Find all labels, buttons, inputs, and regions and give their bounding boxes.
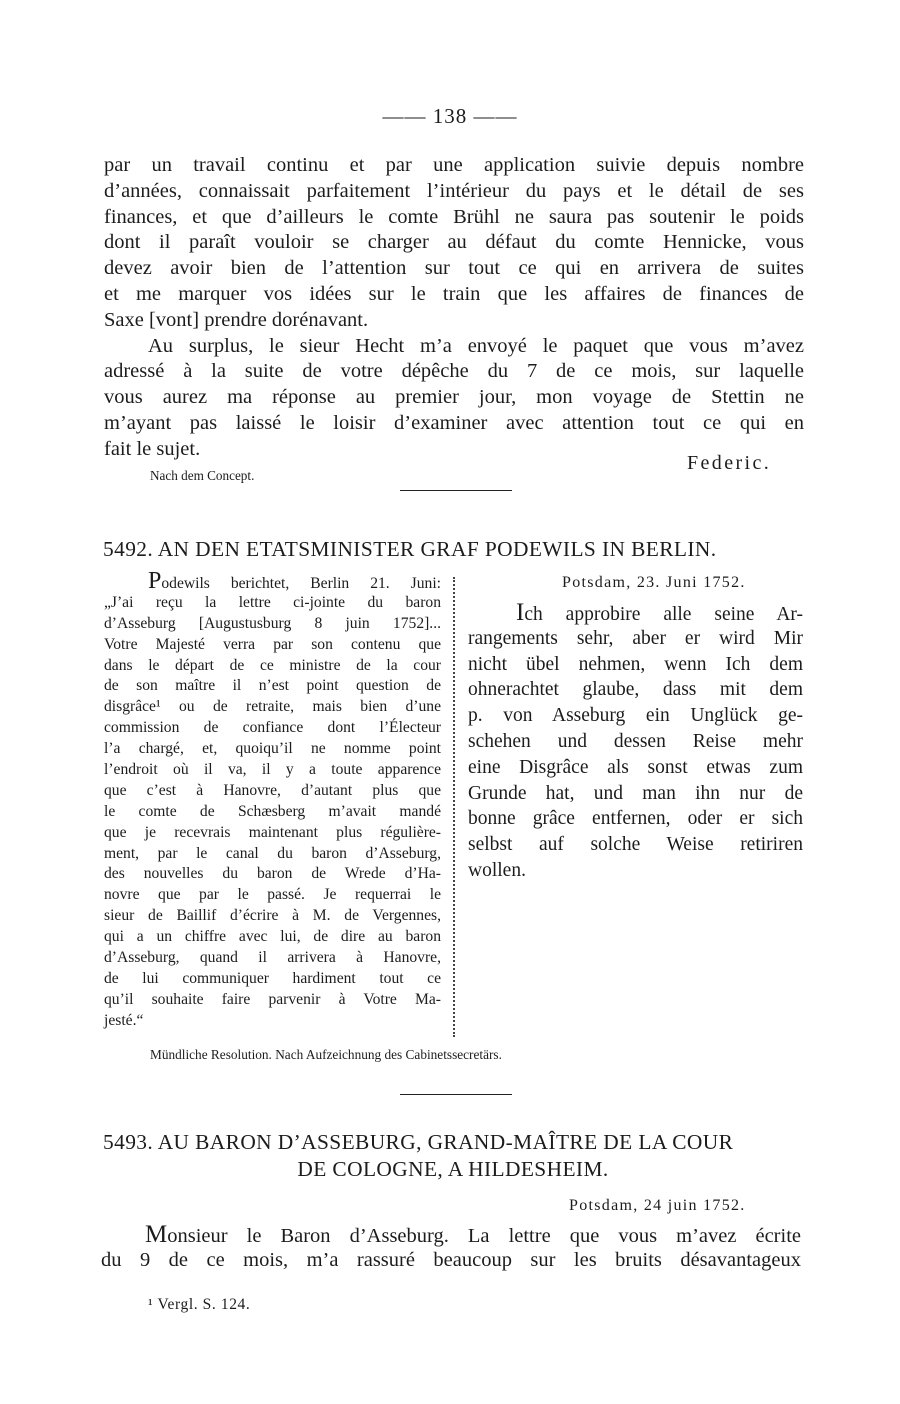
letter-heading-5493 (103, 1130, 803, 1182)
footnote: ¹ Vergl. S. 124. (148, 1296, 251, 1313)
text-line: schehen und dessen Reise mehr (468, 730, 803, 752)
text-line: Saxe [vont] prendre dorénavant. (104, 308, 369, 331)
text-line: vous aurez ma réponse au premier jour, mon voyage de Stettin ne (104, 386, 804, 409)
reply-column (468, 600, 803, 884)
text-line: de son maître il n’est point question de (104, 677, 441, 695)
text-line: eine Disgrâce als sonst etwas zum (468, 756, 803, 778)
report-column (104, 568, 441, 1032)
text-line: Monsieur le Baron d’Asseburg. La lettre que vous m’avez écrite (145, 1221, 801, 1248)
text-line: l’a chargé, et, quoiqu’il ne nomme point (104, 740, 441, 758)
text-line: „J’ai reçu la lettre ci-jointe du baron (104, 593, 441, 611)
text-line: finances, et que d’ailleurs le comte Brühl ne saura pas soutenir le poids (104, 205, 804, 228)
text-line: ment, par le canal du baron d’Asseburg, (104, 844, 441, 862)
text-line: Grunde hat, und man ihn nur de (468, 782, 803, 804)
text-line: Podewils berichtet, Berlin 21. Juni: (148, 568, 441, 594)
text-line: d’années, connaissait parfaitement l’intérieur du pays et le détail de ses (104, 179, 804, 202)
text-line: des nouvelles du baron de Wrede d’Ha- (104, 865, 441, 883)
letter-5493-body (101, 1222, 801, 1274)
dateline-5492: Potsdam, 23. Juni 1752. (562, 574, 746, 591)
heading-line: DE COLOGNE, A HILDESHEIM. (297, 1157, 609, 1181)
text-line: jesté.“ (104, 1011, 144, 1029)
text-line: dont il paraît vouloir se charger au défaut du comte Hennicke, vous (104, 231, 804, 254)
text-line: qui a un chiffre avec lui, de dire au baron (104, 928, 441, 946)
text-line: que c’est à Hanovre, d’autant plus que (104, 781, 441, 799)
text-line: qu’il souhaite faire parvenir à Votre Ma- (104, 990, 441, 1008)
text-line: que je recevrais maintenant plus régulière- (104, 823, 441, 841)
signature: Federic. (687, 452, 772, 474)
text-line: fait le sujet. (104, 437, 201, 460)
text-line: wollen. (468, 859, 526, 881)
text-line: Votre Majesté verra par son contenu que (104, 635, 441, 653)
resolution-note: Mündliche Resolution. Nach Aufzeichnung des Cabinetssecretärs. (150, 1047, 502, 1062)
letter-heading-5492: 5492. AN DEN ETATSMINISTER GRAF PODEWILS IN BERLIN. (103, 537, 717, 561)
text-line: d’Asseburg, quand il arrivera à Hanovre, (104, 949, 441, 967)
drop-cap: I (516, 599, 525, 626)
text-line: adressé à la suite de votre dépêche du 7 de ce mois, sur laquelle (104, 360, 804, 383)
column-separator (453, 577, 455, 1037)
drop-cap: M (145, 1221, 168, 1248)
section-divider (400, 1094, 512, 1095)
text-line: par un travail continu et par une application suivie depuis nombre (104, 154, 804, 176)
text-line: bonne grâce entfernen, oder er sich (468, 808, 803, 830)
text-line: selbst auf solche Weise retiriren (468, 834, 803, 856)
text-line: rangements sehr, aber er wird Mir (468, 627, 803, 649)
text-line: m’ayant pas laissé le loisir d’examiner avec attention tout ce qui en (104, 411, 804, 434)
text-line: disgrâce¹ ou de retraite, mais bien d’une (104, 698, 441, 716)
text-line: l’endroit où il va, il y a toute apparence (104, 761, 441, 779)
text-line: d’Asseburg [Augustusburg 8 juin 1752]... (104, 614, 441, 632)
text-line: nicht übel nehmen, wenn Ich dem (468, 653, 803, 675)
text-line: devez avoir bien de l’attention sur tout ce qui en arrivera de suites (104, 257, 804, 280)
text-line: sieur de Baillif d’écrire à M. de Vergennes, (104, 907, 441, 925)
text-line: et me marquer vos idées sur le train que les affaires de finances de (104, 282, 804, 305)
section-divider (400, 490, 512, 491)
text-line: Ich approbire alle seine Ar- (516, 599, 803, 626)
dateline-5493: Potsdam, 24 juin 1752. (569, 1197, 746, 1214)
text-line: le comte de Schæsberg m’avait mandé (104, 802, 441, 820)
source-note: Nach dem Concept. (150, 468, 255, 483)
previous-letter-body (104, 153, 804, 463)
page-number: —— 138 —— (382, 104, 518, 128)
text-line: ohnerachtet glaube, dass mit dem (468, 679, 803, 701)
text-line: du 9 de ce mois, m’a rassuré beaucoup sur les bruits désavantageux (101, 1248, 801, 1271)
heading-line: 5493. AU BARON D’ASSEBURG, GRAND-MAÎTRE DE LA COUR (103, 1130, 734, 1154)
text-line: de lui communiquer hardiment tout ce (104, 969, 441, 987)
text-line: novre que par le passé. Je requerrai le (104, 886, 441, 904)
text-line: p. von Asseburg ein Unglück ge- (468, 705, 803, 727)
text-line: dans le départ de ce ministre de la cour (104, 656, 441, 674)
text-line: commission de confiance dont l’Électeur (104, 719, 441, 737)
text-line: Au surplus, le sieur Hecht m’a envoyé le paquet que vous m’avez (148, 334, 804, 357)
drop-cap: P (148, 568, 162, 594)
